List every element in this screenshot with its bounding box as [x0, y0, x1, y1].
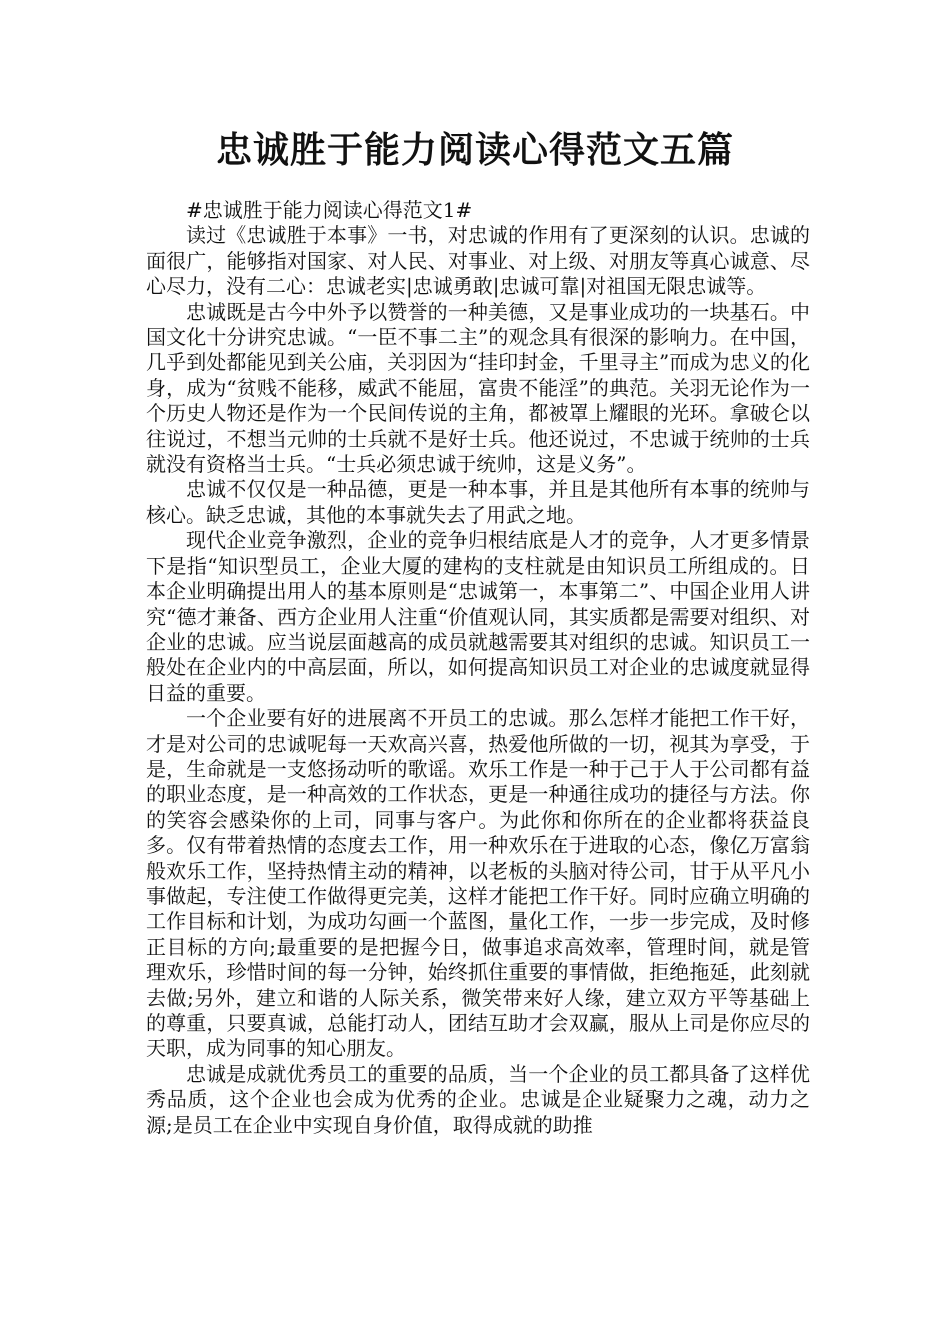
paragraph: 读过《忠诚胜于本事》一书，对忠诚的作用有了更深刻的认识。忠诚的面很广，能够指对国家、对人民、对事业、对上级、对朋友等真心诚意、尽心尽力，没有二心：忠诚老实|忠诚勇敢|忠诚可靠|对祖国无限忠诚等。	[146, 223, 810, 299]
paragraph: 现代企业竞争激烈，企业的竞争归根结底是人才的竞争，人才更多情景下是指“知识型员工，企业大厦的建构的支柱就是由知识员工所组成的。日本企业明确提出用人的基本原则是“忠诚第一，本事第二”、中国企业用人讲究“德才兼备、西方企业用人注重“价值观认同，其实质都是需要对组织、对企业的忠诚。应当说层面越高的成员就越需要其对组织的忠诚。知识员工一般处在企业内的中高层面，所以，如何提高知识员工对企业的忠诚度就显得日益的重要。	[146, 528, 810, 705]
document-body	[146, 198, 810, 1138]
paragraph: 忠诚是成就优秀员工的重要的品质，当一个企业的员工都具备了这样优秀品质，这个企业也会成为优秀的企业。忠诚是企业疑聚力之魂，动力之源;是员工在企业中实现自身价值，取得成就的助推	[146, 1061, 810, 1137]
document-title: 忠诚胜于能力阅读心得范文五篇	[215, 130, 734, 171]
section-heading: #忠诚胜于能力阅读心得范文1#	[186, 198, 473, 222]
paragraph: 忠诚既是古今中外予以赞誉的一种美德，又是事业成功的一块基石。中国文化十分讲究忠诚。“一臣不事二主”的观念具有很深的影响力。在中国，几乎到处都能见到关公庙，关羽因为“挂印封金，千里寻主”而成为忠义的化身，成为“贫贱不能移，威武不能屈，富贵不能淫”的典范。关羽无论作为一个历史人物还是作为一个民间传说的主角，都被罩上耀眼的光环。拿破仑以往说过，不想当元帅的士兵就不是好士兵。他还说过，不忠诚于统帅的士兵就没有资格当士兵。“士兵必须忠诚于统帅，这是义务”。	[146, 299, 810, 477]
paragraph: 一个企业要有好的进展离不开员工的忠诚。那么怎样才能把工作干好，才是对公司的忠诚呢每一天欢高兴喜，热爱他所做的一切，视其为享受，于是，生命就是一支悠扬动听的歌谣。欢乐工作是一种于己于人于公司都有益的职业态度，是一种高效的工作状态，更是一种通往成功的捷径与方法。你的笑容会感染你的上司，同事与客户。为此你和你所在的企业都将获益良多。仅有带着热情的态度去工作，用一种欢乐在于进取的心态，像亿万富翁般欢乐工作，坚持热情主动的精神，以老板的头脑对待公司，甘于从平凡小事做起，专注使工作做得更完美，这样才能把工作干好。同时应确立明确的工作目标和计划，为成功勾画一个蓝图，量化工作，一步一步完成，及时修正目标的方向;最重要的是把握今日，做事追求高效率，管理时间，就是管理欢乐，珍惜时间的每一分钟，始终抓住重要的事情做，拒绝拖延，此刻就去做;另外，建立和谐的人际关系，微笑带来好人缘，建立双方平等基础上的尊重，只要真诚，总能打动人，团结互助才会双赢，服从上司是你应尽的天职，成为同事的知心朋友。	[146, 706, 810, 1061]
paragraph: 忠诚不仅仅是一种品德，更是一种本事，并且是其他所有本事的统帅与核心。缺乏忠诚，其他的本事就失去了用武之地。	[146, 477, 810, 527]
